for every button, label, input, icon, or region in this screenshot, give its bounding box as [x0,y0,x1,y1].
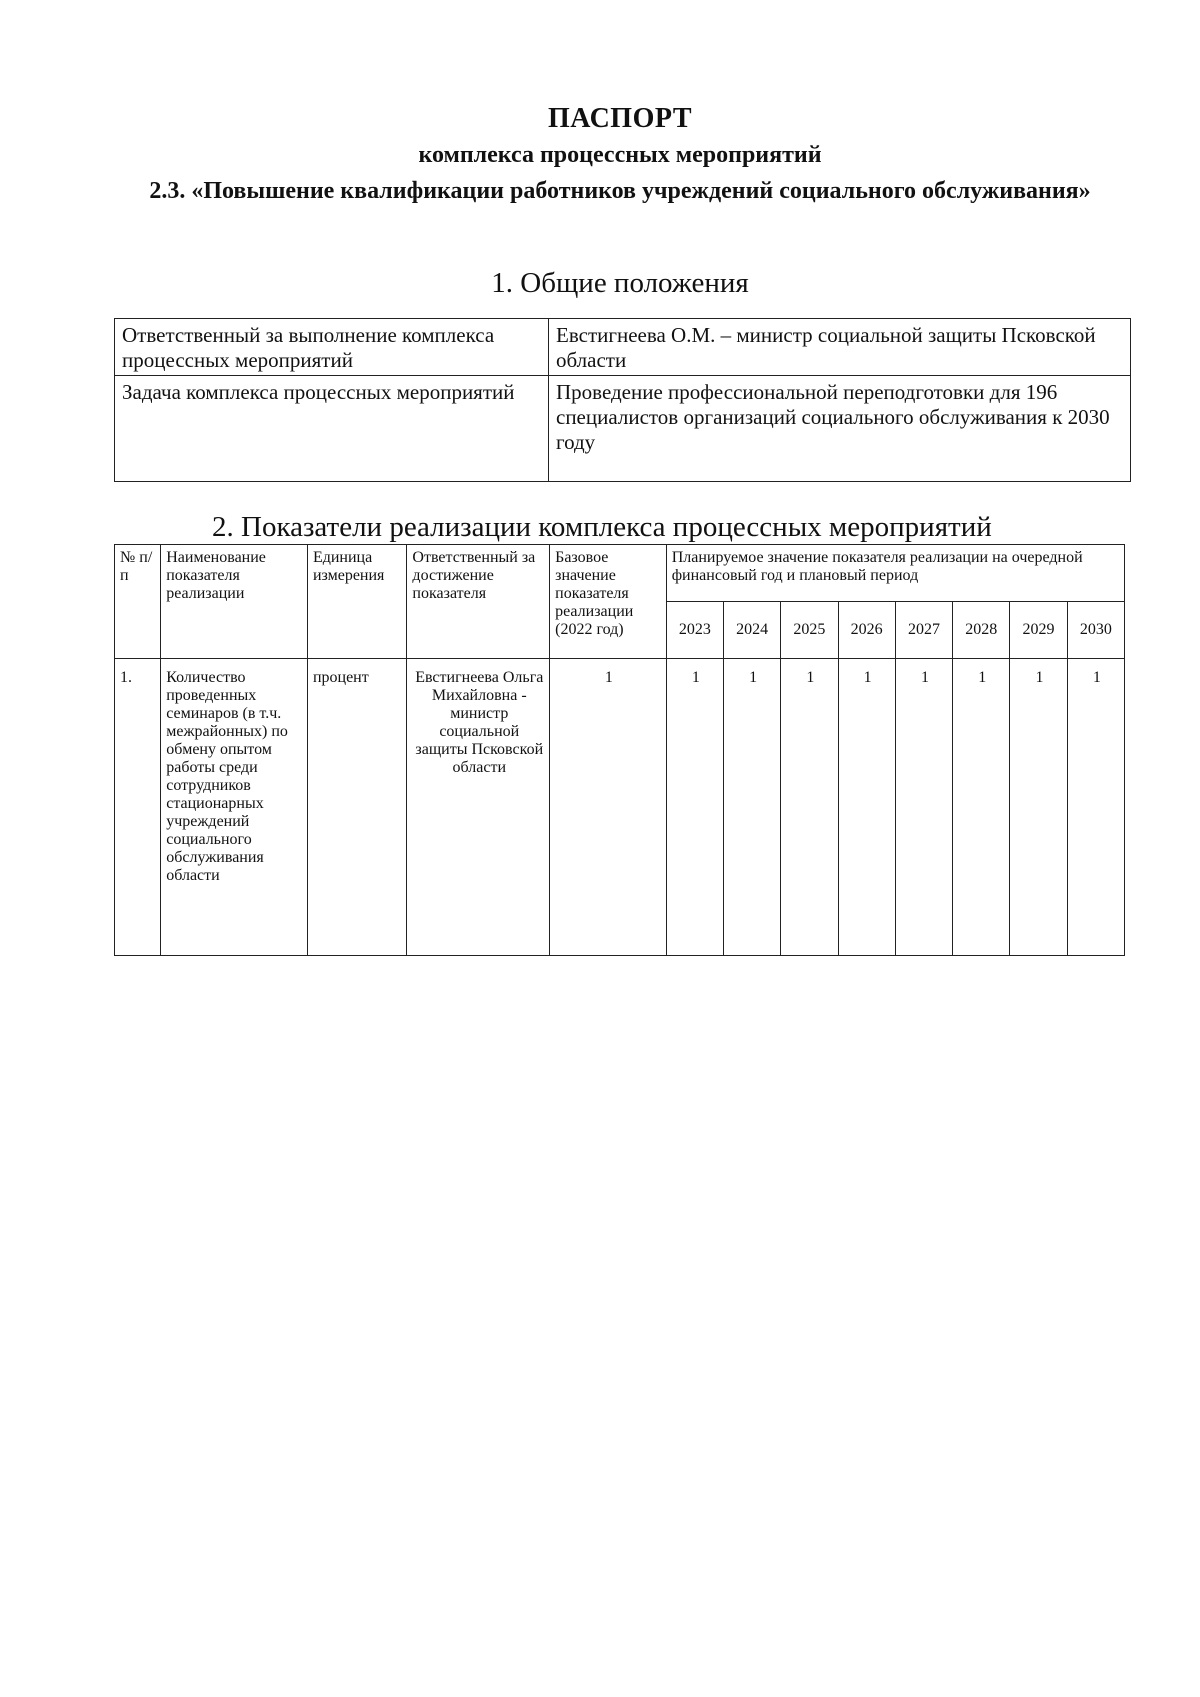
responsible-label: Ответственный за выполнение комплекса процессных мероприятий [115,319,549,376]
table-row [115,319,1131,376]
year-value: 1 [1067,659,1124,956]
year-value: 1 [953,659,1010,956]
col-responsible-header: Ответственный за достижение показателя [407,545,550,659]
indicator-responsible: Евстигнеева Ольга Михайловна - министр социальной защиты Псковской области [407,659,550,956]
year-value: 1 [781,659,838,956]
col-num-header: № п/п [115,545,161,659]
responsible-value: Евстигнеева О.М. – министр социальной защиты Псковской области [549,319,1131,376]
row-num: 1. [115,659,161,956]
document-title: ПАСПОРТ [547,103,692,134]
year-header: 2024 [723,602,780,659]
col-base-header: Базовое значение показателя реализации (2022 год) [550,545,667,659]
year-header: 2025 [781,602,838,659]
complex-name: 2.3. «Повышение квалификации работников учреждений социального обслуживания» [149,178,1091,204]
year-value: 1 [1010,659,1067,956]
base-value: 1 [550,659,667,956]
table-header-row [115,545,1125,602]
indicator-name: Количество проведенных семинаров (в т.ч. межрайонных) по обмену опытом работы среди сотрудников стационарных учреждений социального обслуживания области [161,659,308,956]
col-unit-header: Единица измерения [307,545,406,659]
document-subtitle: комплекса процессных мероприятий [418,142,822,168]
year-header: 2028 [953,602,1010,659]
year-header: 2026 [838,602,895,659]
year-value: 1 [895,659,952,956]
year-header: 2029 [1010,602,1067,659]
section-1-heading: 1. Общие положения [491,267,749,299]
year-header: 2027 [895,602,952,659]
table-row [115,376,1131,482]
task-label: Задача комплекса процессных мероприятий [115,376,549,482]
col-name-header: Наименование показателя реализации [161,545,308,659]
year-value: 1 [666,659,723,956]
indicator-unit: процент [307,659,406,956]
section-2-heading: 2. Показатели реализации комплекса процессных мероприятий [212,511,992,543]
general-provisions-table [114,318,1131,482]
task-value: Проведение профессиональной переподготовки для 196 специалистов организаций социального обслуживания к 2030 году [549,376,1131,482]
indicators-table [114,544,1125,956]
year-value: 1 [838,659,895,956]
table-row [115,659,1125,956]
col-planned-header: Планируемое значение показателя реализации на очередной финансовый год и плановый период [666,545,1124,602]
year-value: 1 [723,659,780,956]
year-header: 2023 [666,602,723,659]
year-header: 2030 [1067,602,1124,659]
